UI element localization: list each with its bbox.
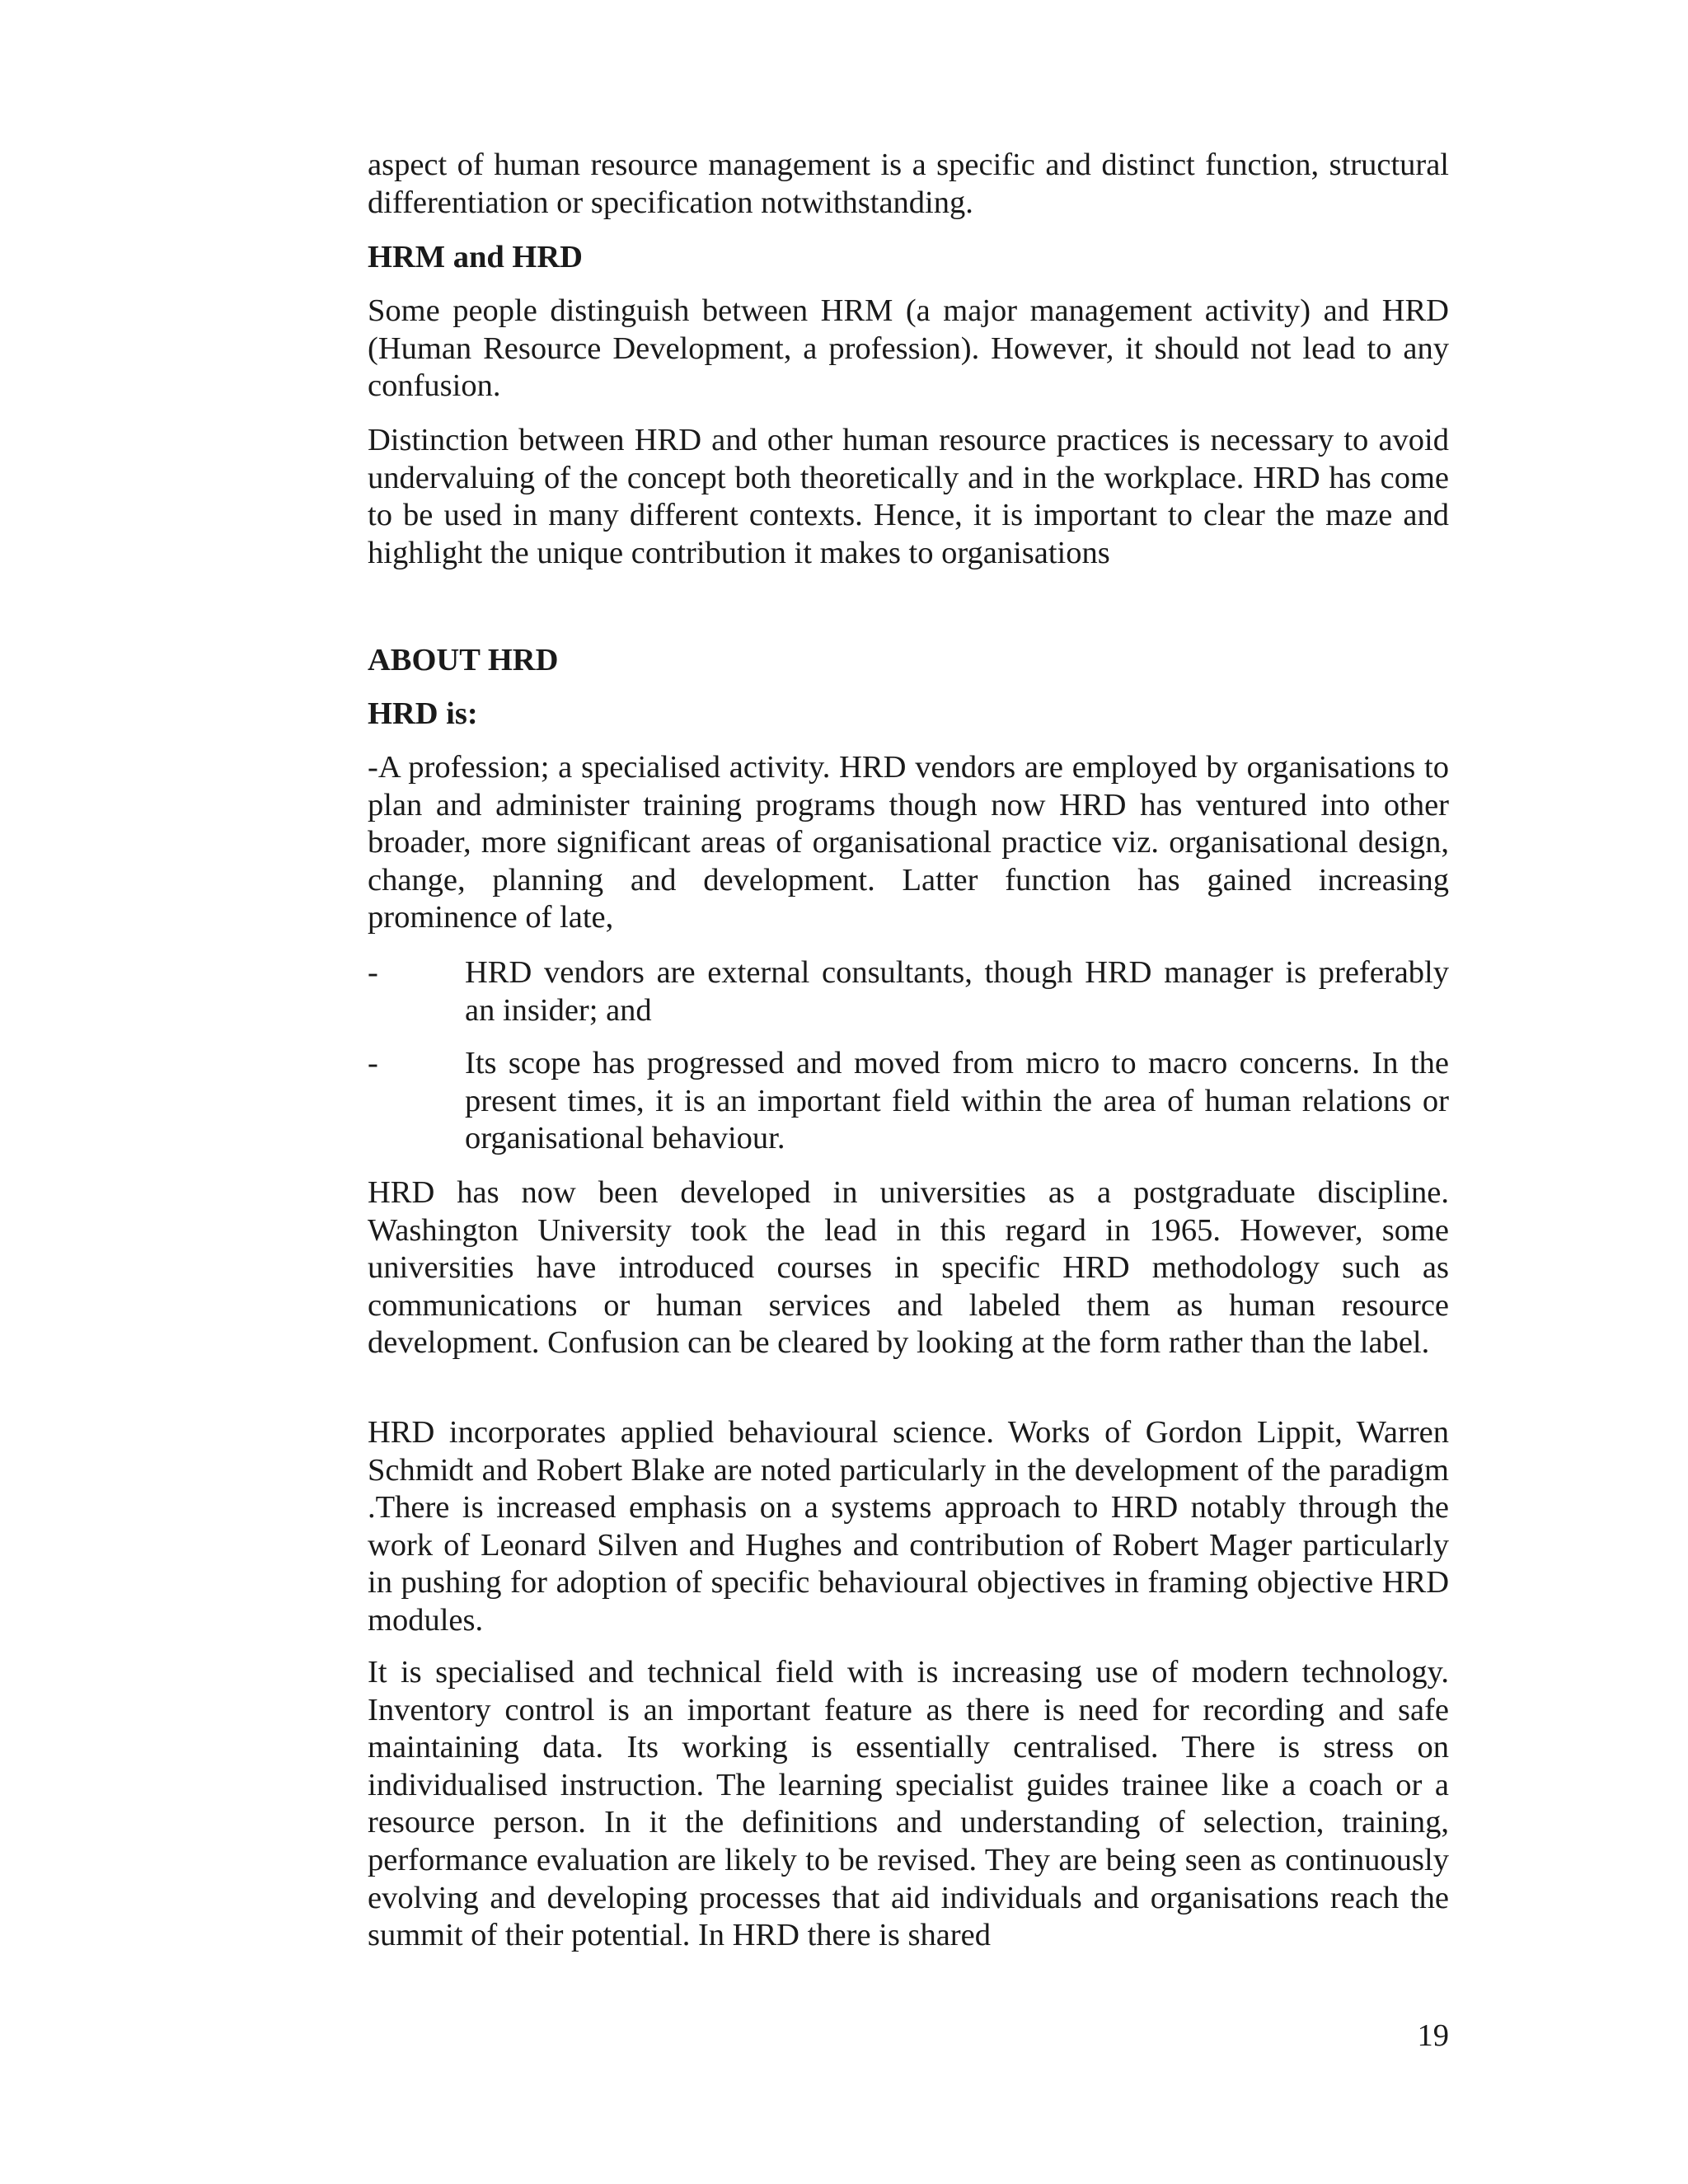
about-heading-block bbox=[368, 642, 1449, 680]
intro-paragraph-block bbox=[368, 147, 1449, 222]
specialised-paragraph-block bbox=[368, 1654, 1449, 1955]
universities-paragraph: HRD has now been developed in universities as a postgraduate discipline. Washington University took the lead in this regard in 1965. However, some universities have introduced courses in specific HRD methodology such as communications or human services and labeled them as human resource development. Confusion can be cleared by looking at the form rather than the label. bbox=[368, 1175, 1449, 1361]
subheading-hrd-is: HRD is: bbox=[368, 696, 478, 731]
hrm-hrd-paragraph-block bbox=[368, 293, 1449, 405]
hrm-hrd-heading-block bbox=[368, 239, 1449, 277]
hrd-is-heading-block bbox=[368, 696, 1449, 733]
profession-paragraph: -A profession; a specialised activity. HRD vendors are employed by organisations to plan and administer training programs though now HRD has ventured into other broader, more significant areas of organisational practice viz. organisational design, change, planning and development. Latter function has gained increasing prominence of late, bbox=[368, 750, 1449, 935]
behavioural-paragraph: HRD incorporates applied behavioural science. Works of Gordon Lippit, Warren Schmidt and Robert Blake are noted particularly in the development of the paradigm .There is increased emphasis on a systems approach to HRD notably through the work of Leonard Silven and Hughes and contribution of Robert Mager particularly in pushing for adoption of specific behavioural objectives in framing objective HRD modules. bbox=[368, 1415, 1449, 1638]
distinction-paragraph: Distinction between HRD and other human resource practices is necessary to avoid undervaluing of the concept both theoretically and in the workplace. HRD has come to be used in many different contexts. Hence, it is important to clear the maze and highlight the unique contribution it makes to organisations bbox=[368, 423, 1449, 570]
bullet-text: Its scope has progressed and moved from micro to macro concerns. In the present times, it is an important field within the area of human relations or organisational behaviour. bbox=[465, 1046, 1449, 1156]
list-item bbox=[368, 1045, 1449, 1158]
bullet-text: HRD vendors are external consultants, though HRD manager is preferably an insider; and bbox=[465, 955, 1449, 1028]
universities-paragraph-block bbox=[368, 1174, 1449, 1362]
section-heading-about-hrd: ABOUT HRD bbox=[368, 643, 559, 677]
bullet-marker: - bbox=[368, 955, 378, 990]
list-item bbox=[368, 954, 1449, 1029]
hrm-hrd-paragraph: Some people distinguish between HRM (a major management activity) and HRD (Human Resource Development, a profession). However, it should not lead to any confusion. bbox=[368, 293, 1449, 404]
specialised-paragraph: It is specialised and technical field with is increasing use of modern technology. Inventory control is an important feature as there is need for recording and safe maintaining data. Its working is essentially centralised. There is stress on individualised instruction. The learning specialist guides trainee like a coach or a resource person. In it the definitions and understanding of selection, training, performance evaluation are likely to be revised. They are being seen as continuously evolving and developing processes that aid individuals and organisations reach the summit of their potential. In HRD there is shared bbox=[368, 1655, 1449, 1953]
bullet-marker: - bbox=[368, 1046, 378, 1080]
profession-paragraph-block bbox=[368, 749, 1449, 937]
section-heading-hrm-hrd: HRM and HRD bbox=[368, 240, 583, 274]
intro-paragraph: aspect of human resource management is a specific and distinct function, structural differentiation or specification notwithstanding. bbox=[368, 148, 1449, 220]
distinction-paragraph-block bbox=[368, 422, 1449, 572]
page-number: 19 bbox=[1417, 2018, 1449, 2053]
behavioural-paragraph-block bbox=[368, 1414, 1449, 1640]
